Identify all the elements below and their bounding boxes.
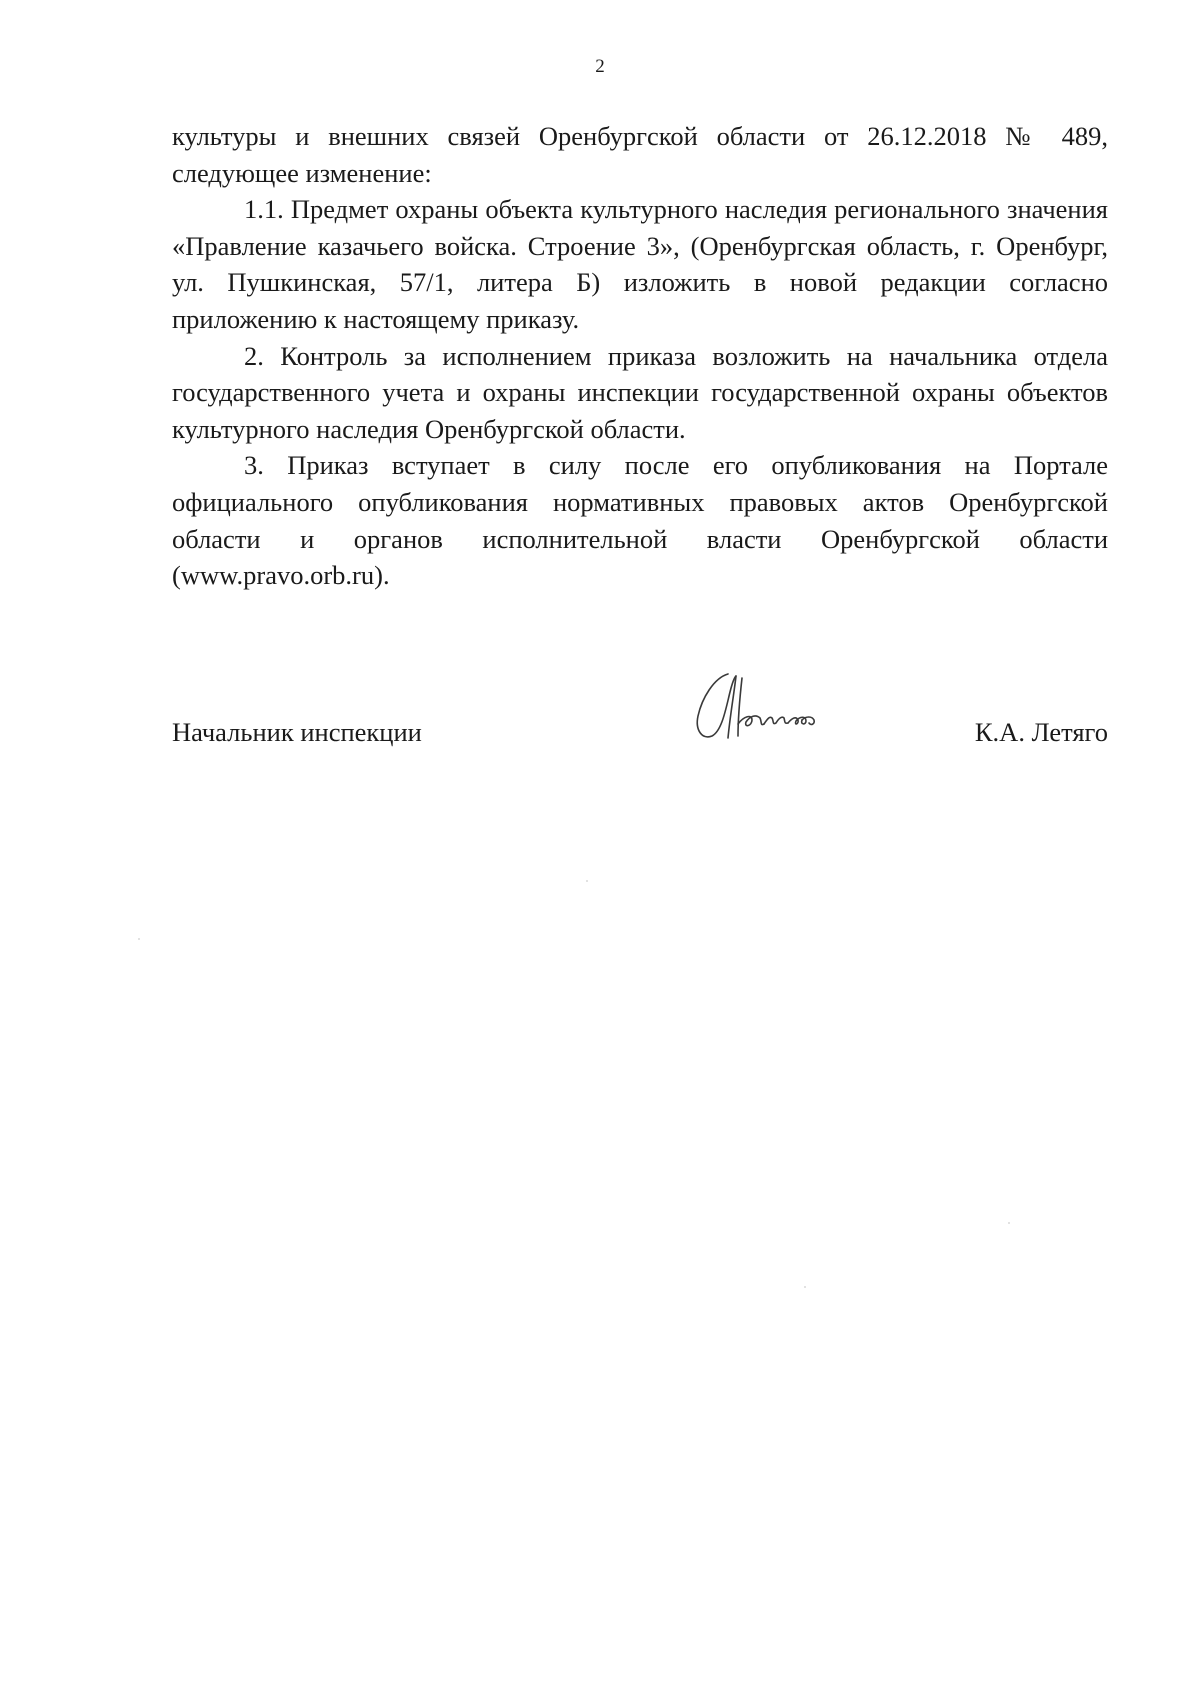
document-body (172, 118, 1108, 594)
paragraph-item-2: 2. Контроль за исполнением приказа возложить на начальника отдела государственного учета и охраны инспекции государственной охраны объектов культурного наследия Оренбургской области. (172, 340, 1108, 444)
signatory-name: К.А. Летяго (974, 717, 1108, 747)
paragraph-item-3: 3. Приказ вступает в силу после его опубликования на Портале официального опубликования нормативных правовых актов Оренбургской области и органов исполнительной власти Оренбургской области (www.pravo.orb.ru). (172, 450, 1108, 591)
scan-speck (1008, 1222, 1010, 1224)
handwritten-signature (684, 668, 854, 748)
scan-speck (586, 880, 588, 882)
page-number: 2 (595, 56, 605, 77)
paragraph-intro: культуры и внешних связей Оренбургской области от 26.12.2018 № 489, следующее изменение: (172, 121, 1108, 188)
scan-speck (804, 1286, 806, 1288)
signature-position-title: Начальник инспекции (172, 717, 422, 747)
scan-speck (138, 938, 140, 940)
paragraph-item-1-1: 1.1. Предмет охраны объекта культурного наследия регионального значения «Правление казачьего войска. Строение 3», (Оренбургская область, г. Оренбург, ул. Пушкинская, 57/1, литера Б) изложить в новой редакции согласно приложению к настоящему приказу. (172, 194, 1108, 334)
